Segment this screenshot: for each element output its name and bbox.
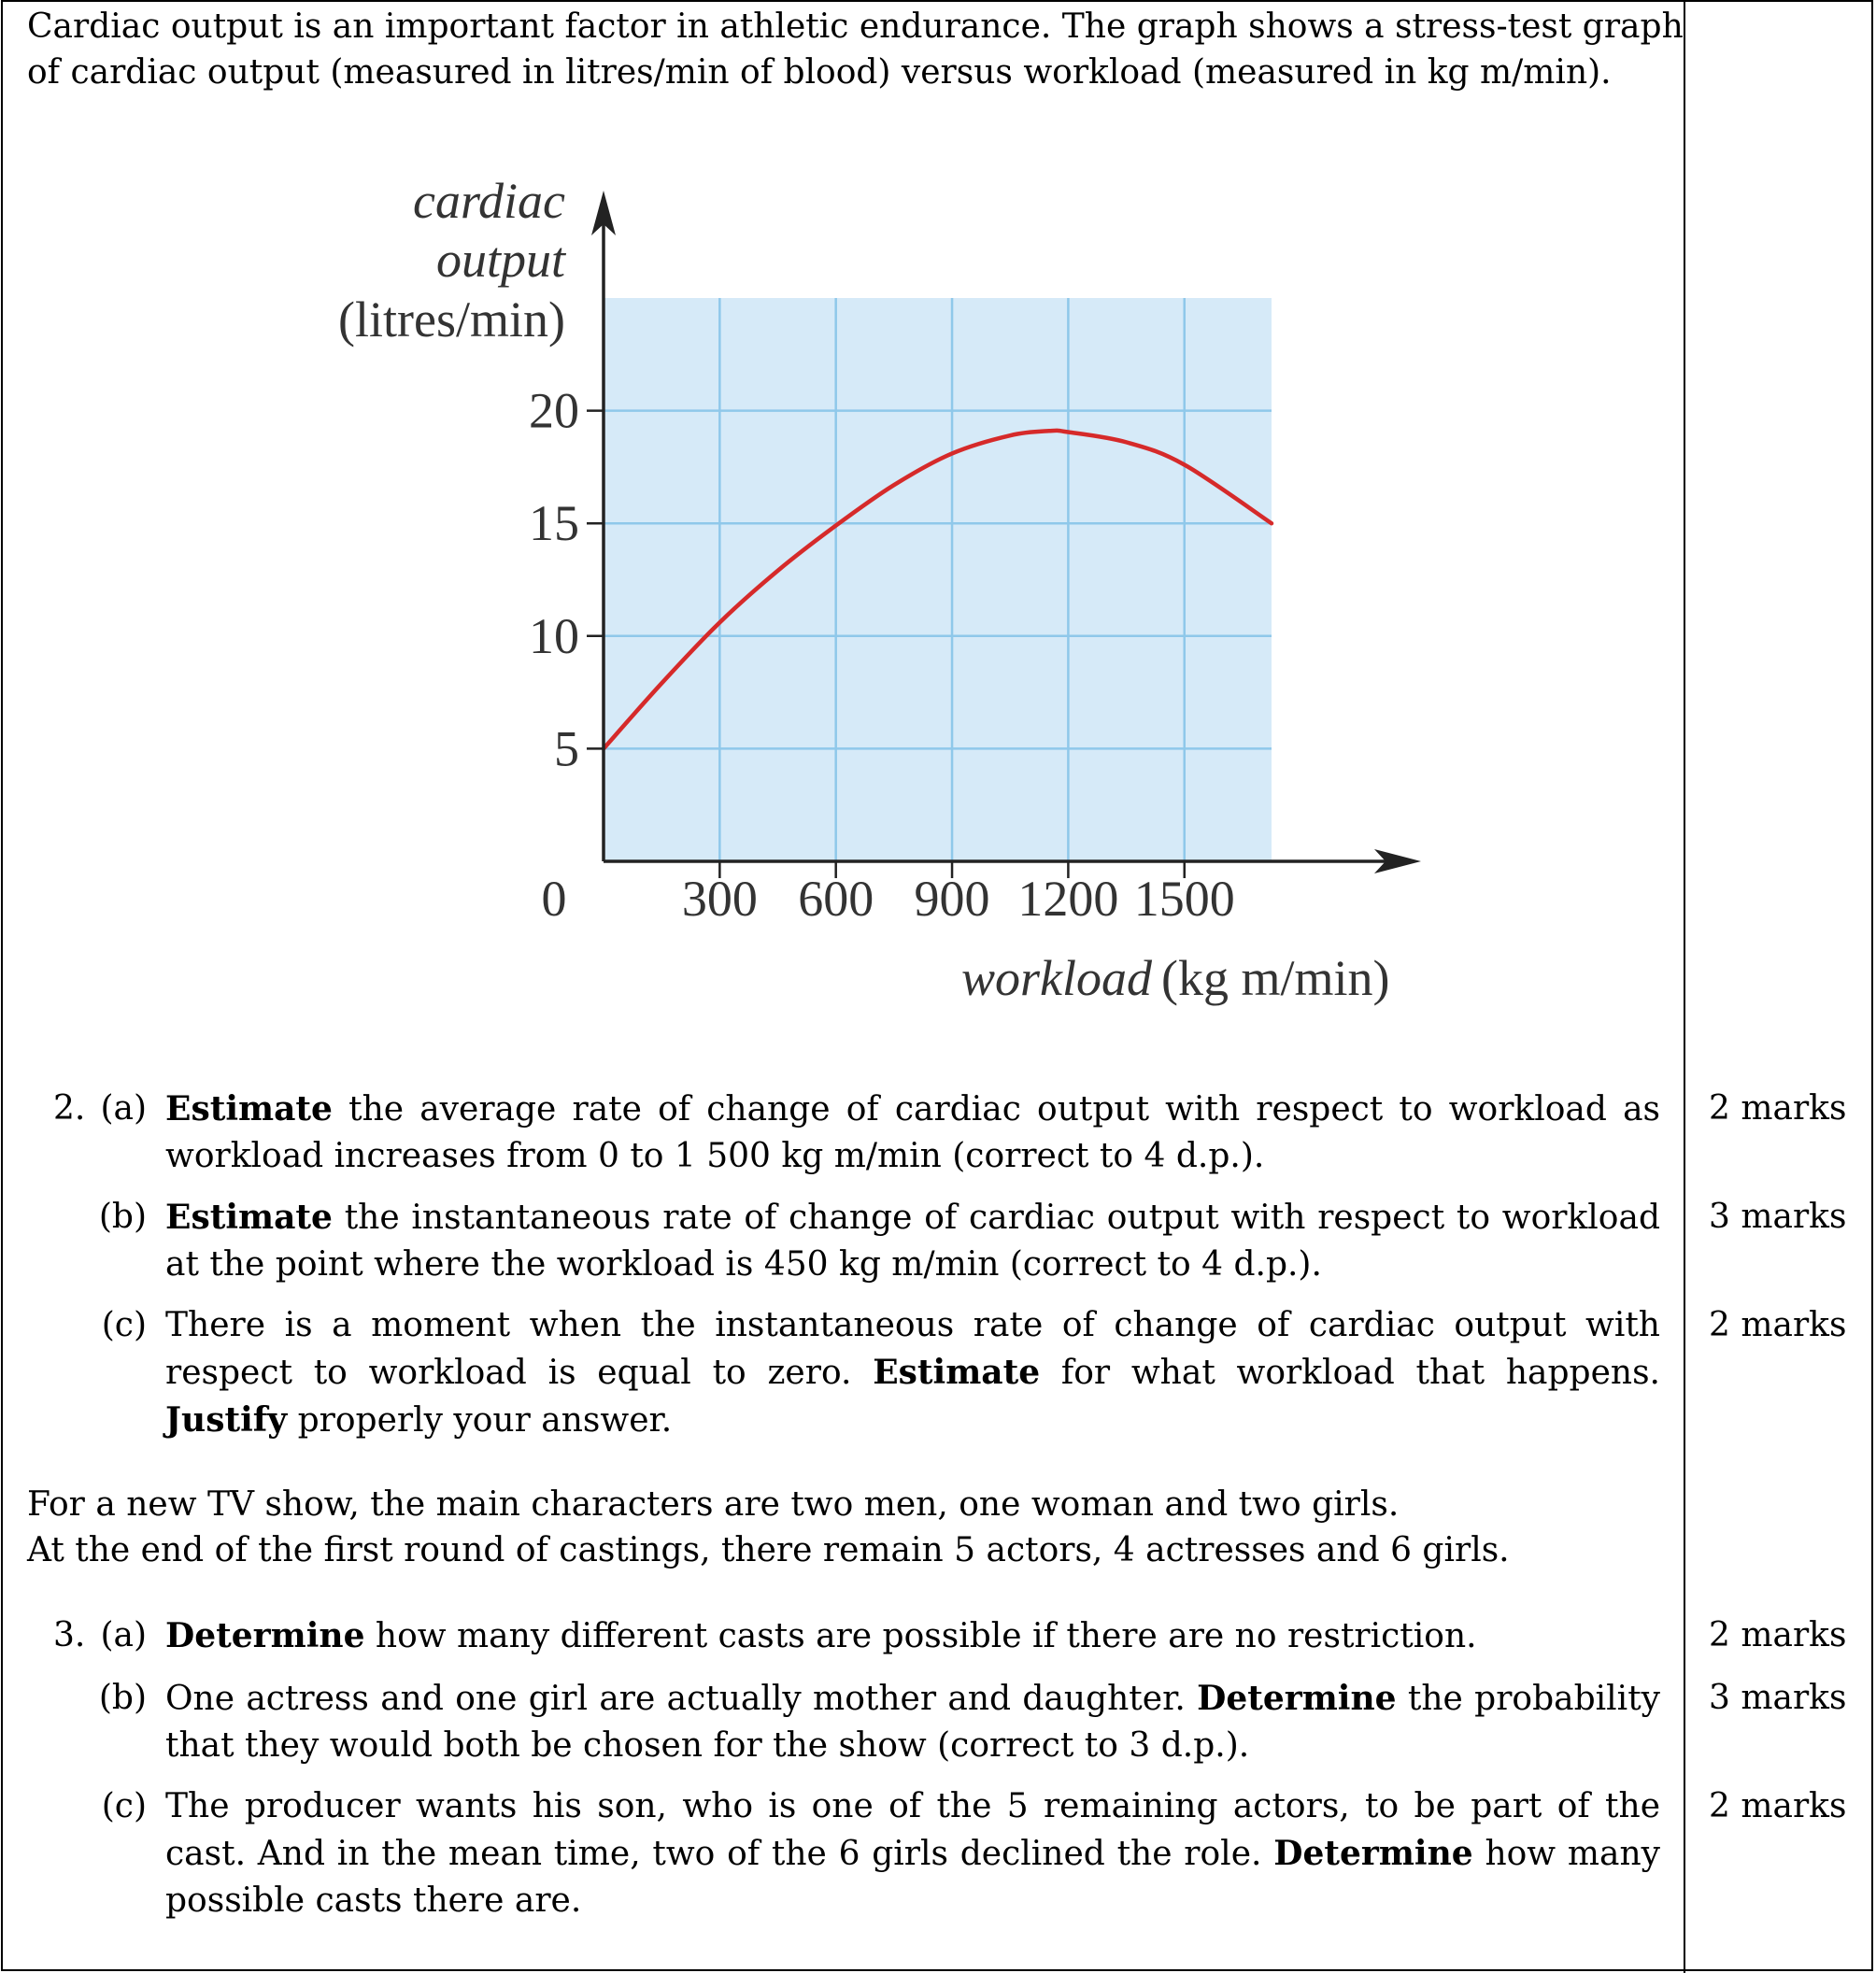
question-3c-label: (c) (101, 1787, 147, 1825)
question-2b-marks: 3 marks (1709, 1198, 1847, 1236)
x-tick-label-1500: 1500 (1133, 871, 1235, 927)
emphasis-determine: Determine (1273, 1834, 1473, 1873)
question-2c-body-3: properly your answer. (287, 1401, 673, 1440)
x-tick-label-1200: 1200 (1017, 871, 1119, 927)
y-tick-label-10: 10 (529, 607, 579, 664)
y-tick-label-20: 20 (529, 382, 579, 439)
y-tick-label-15: 15 (529, 495, 579, 552)
question-2b-text (165, 1194, 1660, 1288)
question-3b-body-1: One actress and one girl are actually mother and daughter. (165, 1680, 1198, 1718)
question-2c-body-1: There is a moment when the instantaneous rate of change of cardiac output with respect to workload is equal to zero. (165, 1306, 1660, 1392)
question-3a-text (165, 1612, 1660, 1660)
question-2c-text (165, 1302, 1660, 1444)
question-2c-body-2: for what workload that happens. (1040, 1354, 1660, 1392)
question-3c-body-2: how many possible casts there are. (165, 1835, 1660, 1920)
question-2a-label: (a) (100, 1089, 147, 1128)
question-2c-label: (c) (101, 1306, 147, 1344)
plot-background (604, 298, 1272, 861)
question-3b-label: (b) (98, 1679, 147, 1717)
question-3-number: 3. (53, 1616, 86, 1654)
question-3c-body-1: The producer wants his son, who is one of the 5 remaining actors, to be part of the cast. And in the mean time, two of the 6 girls declined the role. (165, 1787, 1660, 1873)
question-2a-body: the average rate of change of cardiac output with respect to workload as workload increases from 0 to 1 500 kg m/min (correct to 4 d.p.). (165, 1090, 1660, 1175)
question-2b-label: (b) (98, 1198, 147, 1236)
emphasis-estimate: Estimate (165, 1198, 333, 1237)
y-axis-label-line-1: cardiac (413, 173, 565, 229)
context-line-1: For a new TV show, the main characters are two men, one woman and two girls. (27, 1485, 1400, 1524)
x-tick-label-900: 900 (914, 871, 990, 927)
cardiac-output-chart (283, 170, 1460, 1039)
plot-area (604, 298, 1272, 861)
question-3b-marks: 3 marks (1709, 1679, 1847, 1717)
question-3a-marks: 2 marks (1709, 1616, 1847, 1654)
question-3b-text (165, 1675, 1660, 1769)
x-axis-units: (kg m/min) (1161, 950, 1390, 1006)
question-3a-label: (a) (100, 1616, 147, 1654)
y-axis-label-line-2: output (435, 232, 565, 288)
question-3a-body: how many different casts are possible if there are no restriction. (364, 1617, 1477, 1655)
x-tick-label-600: 600 (798, 871, 874, 927)
origin-label: 0 (541, 871, 567, 927)
intro-paragraph (27, 4, 1684, 95)
question-2b-body: the instantaneous rate of change of cardiac output with respect to workload at the point where the workload is 450 kg m/min (correct to 4 d.p.). (165, 1199, 1660, 1284)
question-3c-text (165, 1783, 1660, 1924)
marks-column-divider (1684, 2, 1685, 1973)
emphasis-justify: Justify (165, 1400, 288, 1440)
y-axis-units: (litres/min) (338, 291, 565, 348)
question-2a-text (165, 1086, 1660, 1180)
context-paragraph (27, 1482, 1662, 1573)
x-tick-label-300: 300 (681, 871, 758, 927)
emphasis-determine: Determine (165, 1616, 365, 1655)
question-3c-marks: 2 marks (1709, 1787, 1847, 1825)
exam-sheet (1, 0, 1873, 1971)
intro-line-1: Cardiac output is an important factor in athletic endurance. The graph shows a stress-test graph (27, 7, 1684, 46)
intro-line-2: of cardiac output (measured in litres/min of blood) versus workload (measured in kg m/min). (27, 53, 1612, 92)
context-line-2: At the end of the first round of castings, there remain 5 actors, 4 actresses and 6 girls. (27, 1531, 1510, 1569)
x-axis-label: workload (960, 950, 1152, 1006)
question-2a-marks: 2 marks (1709, 1089, 1847, 1128)
question-3b-body-2: the probability that they would both be chosen for the show (correct to 3 d.p.). (165, 1680, 1660, 1765)
emphasis-determine: Determine (1197, 1679, 1397, 1718)
y-tick-label-5: 5 (554, 720, 579, 777)
question-2c-marks: 2 marks (1709, 1306, 1847, 1344)
question-2-number: 2. (53, 1089, 86, 1128)
emphasis-estimate: Estimate (873, 1353, 1041, 1392)
emphasis-estimate: Estimate (165, 1089, 333, 1128)
